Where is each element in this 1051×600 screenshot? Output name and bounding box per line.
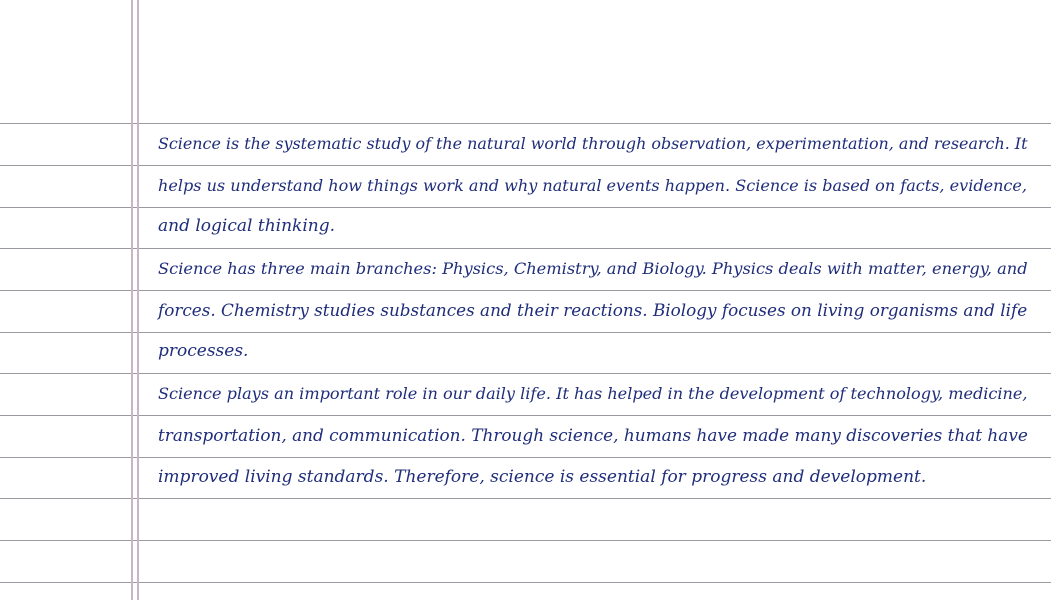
ruled-line [0,582,1051,583]
text-line: improved living standards. Therefore, science is essential for progress and development. [158,466,927,487]
text-line: transportation, and communication. Through science, humans have made many discoveries that have [158,424,1028,445]
margin-line-right [137,0,139,600]
handwritten-text [158,123,1028,498]
margin-line-left [131,0,133,600]
text-line: processes. [158,341,249,362]
text-line: helps us understand how things work and why natural events happen. Science is based on facts, evidence, [158,175,1028,195]
text-line: and logical thinking. [158,216,335,237]
text-line: Science has three main branches: Physics, Chemistry, and Biology. Physics deals with matter, energy, and [158,259,1028,279]
text-line: Science is the systematic study of the natural world through observation, experimentation, and research. It [158,134,1028,153]
text-line: forces. Chemistry studies substances and their reactions. Biology focuses on living organisms and life [158,299,1028,320]
ruled-line [0,540,1051,541]
text-line: Science plays an important role in our daily life. It has helped in the development of technology, medicine, [158,384,1028,404]
